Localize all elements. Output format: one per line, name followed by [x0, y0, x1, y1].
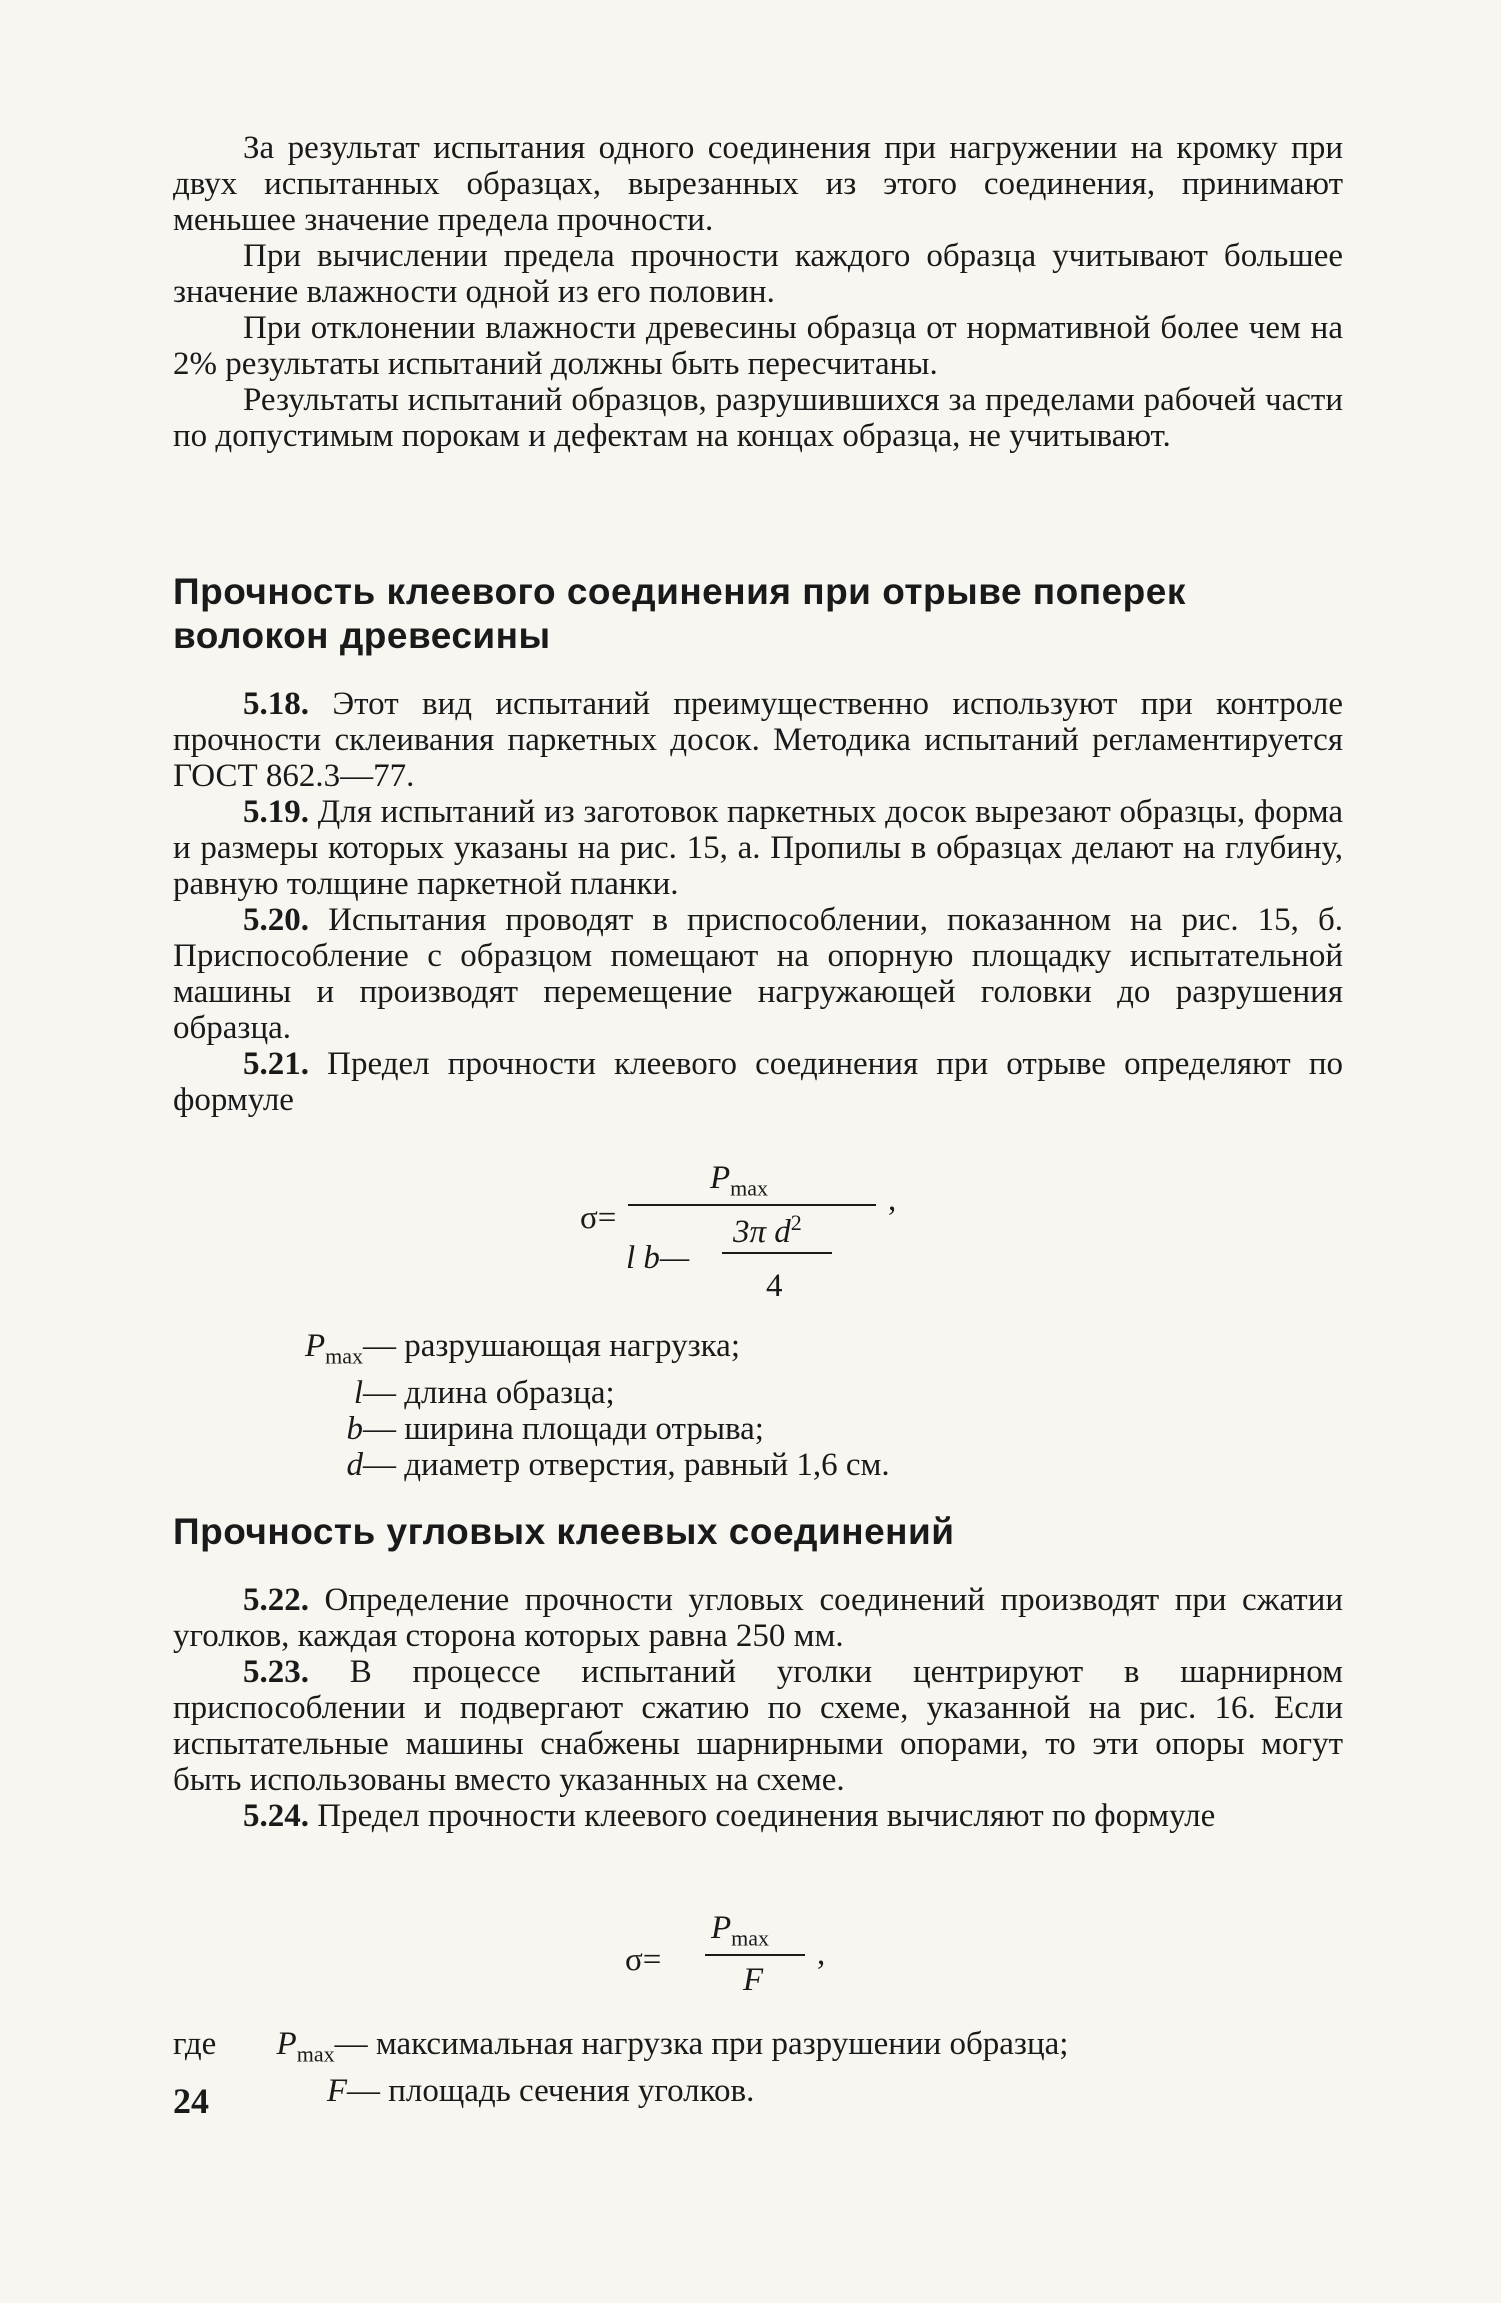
- paragraph: При отклонении влажности древесины образца от нормативной более чем на 2% результаты испытаний должны быть пересчитаны.: [173, 310, 1343, 382]
- item-text: Для испытаний из заготовок паркетных досок вырезают образцы, форма и размеры которых указаны на рис. 15, а. Пропилы в образцах делают на глубину, равную толщине паркетной планки.: [173, 794, 1344, 902]
- legend-row: b— ширина площади отрыва;: [346, 1410, 764, 1447]
- item-number: 5.24.: [243, 1798, 309, 1834]
- numbered-paragraph: [173, 1654, 1343, 1798]
- section-heading: Прочность клеевого соединения при отрыве поперек волокон древесины: [173, 571, 1186, 656]
- paragraph: При вычислении предела прочности каждого образца учитывают большее значение влажности одной из его половин.: [173, 238, 1343, 310]
- numbered-paragraph: [173, 1798, 1343, 1834]
- formula-legend: [173, 2026, 1068, 2109]
- numbered-paragraph: [173, 902, 1343, 1046]
- section-1-items: [173, 686, 1343, 1118]
- intro-paragraphs: [173, 130, 1343, 454]
- formula-legend: [233, 1328, 890, 1483]
- formula-tail: ,: [817, 1936, 826, 1972]
- section-2: [173, 1510, 1343, 1554]
- legend-prefix: где: [173, 2026, 217, 2062]
- paragraph: Результаты испытаний образцов, разрушившихся за пределами рабочей части по допустимым порокам и дефектам на концах образца, не учитывают.: [173, 382, 1343, 454]
- formula-numerator: $P_{max}$: [711, 1910, 770, 1951]
- formula-tail: ,: [888, 1182, 897, 1218]
- item-number: 5.23.: [243, 1654, 309, 1690]
- section-2-items: [173, 1582, 1343, 1834]
- inner-denominator: 4: [766, 1268, 783, 1304]
- item-number: 5.18.: [243, 686, 309, 722]
- item-number: 5.22.: [243, 1582, 309, 1618]
- legend-row: F— площадь сечения уголков.: [326, 2072, 755, 2109]
- item-text: Испытания проводят в приспособлении, показанном на рис. 15, б. Приспособление с образцом помещают на опорную площадку испытательной машины и производят перемещение нагружающей головки до разрушения образца.: [173, 902, 1344, 1046]
- fraction-bar: [705, 1954, 805, 1956]
- item-text: Определение прочности угловых соединений производят при сжатии уголков, каждая сторона которых равна 250 мм.: [173, 1582, 1344, 1654]
- formula-sigma-tear: [580, 1160, 900, 1310]
- numbered-paragraph: [173, 794, 1343, 902]
- item-number: 5.21.: [243, 1046, 309, 1082]
- item-number: 5.20.: [243, 902, 309, 938]
- numbered-paragraph: [173, 686, 1343, 794]
- formula-sigma-corner: [625, 1910, 845, 2010]
- formula-denominator: F: [743, 1962, 764, 1998]
- formula-lhs: σ=: [580, 1200, 617, 1236]
- legend-row: $P_{max}—$ разрушающая нагрузка;: [304, 1328, 740, 1369]
- legend-row: d— диаметр отверстия, равный 1,6 см.: [346, 1446, 890, 1483]
- formula-numerator: $P_{max}$: [710, 1160, 769, 1201]
- item-text: Предел прочности клеевого соединения вычисляют по формуле: [317, 1798, 1216, 1834]
- legend-row: l— длина образца;: [353, 1374, 615, 1411]
- item-text: В процессе испытаний уголки центрируют в шарнирном приспособлении и подвергают сжатию по схеме, указанной на рис. 16. Если испытательные машины снабжены шарнирными опорами, то эти опоры могут быть использованы вместо указанных на схеме.: [173, 1654, 1343, 1798]
- numbered-paragraph: [173, 1046, 1343, 1118]
- item-text: Предел прочности клеевого соединения при отрыве определяют по формуле: [173, 1046, 1343, 1118]
- paragraph: За результат испытания одного соединения при нагружении на кромку при двух испытанных образцах, вырезанных из этого соединения, принимают меньшее значение предела прочности.: [173, 130, 1343, 238]
- denominator-prefix: l b—: [626, 1240, 690, 1276]
- formula-lhs: σ=: [625, 1942, 662, 1978]
- inner-fraction-bar: [722, 1252, 832, 1254]
- legend-row: где $P_{max}—$ максимальная нагрузка при разрушении образца;: [173, 2026, 1069, 2067]
- inner-numerator: 3π $d^2$: [733, 1210, 802, 1250]
- section-heading: Прочность угловых клеевых соединений: [173, 1511, 955, 1552]
- page-number: 24: [173, 2081, 209, 2121]
- numbered-paragraph: [173, 1582, 1343, 1654]
- section-1: [173, 570, 1343, 658]
- fraction-bar: [628, 1204, 876, 1206]
- item-text: Этот вид испытаний преимущественно используют при контроле прочности склеивания паркетных досок. Методика испытаний регламентируется ГОСТ 862.3—77.: [173, 686, 1343, 794]
- item-number: 5.19.: [243, 794, 309, 830]
